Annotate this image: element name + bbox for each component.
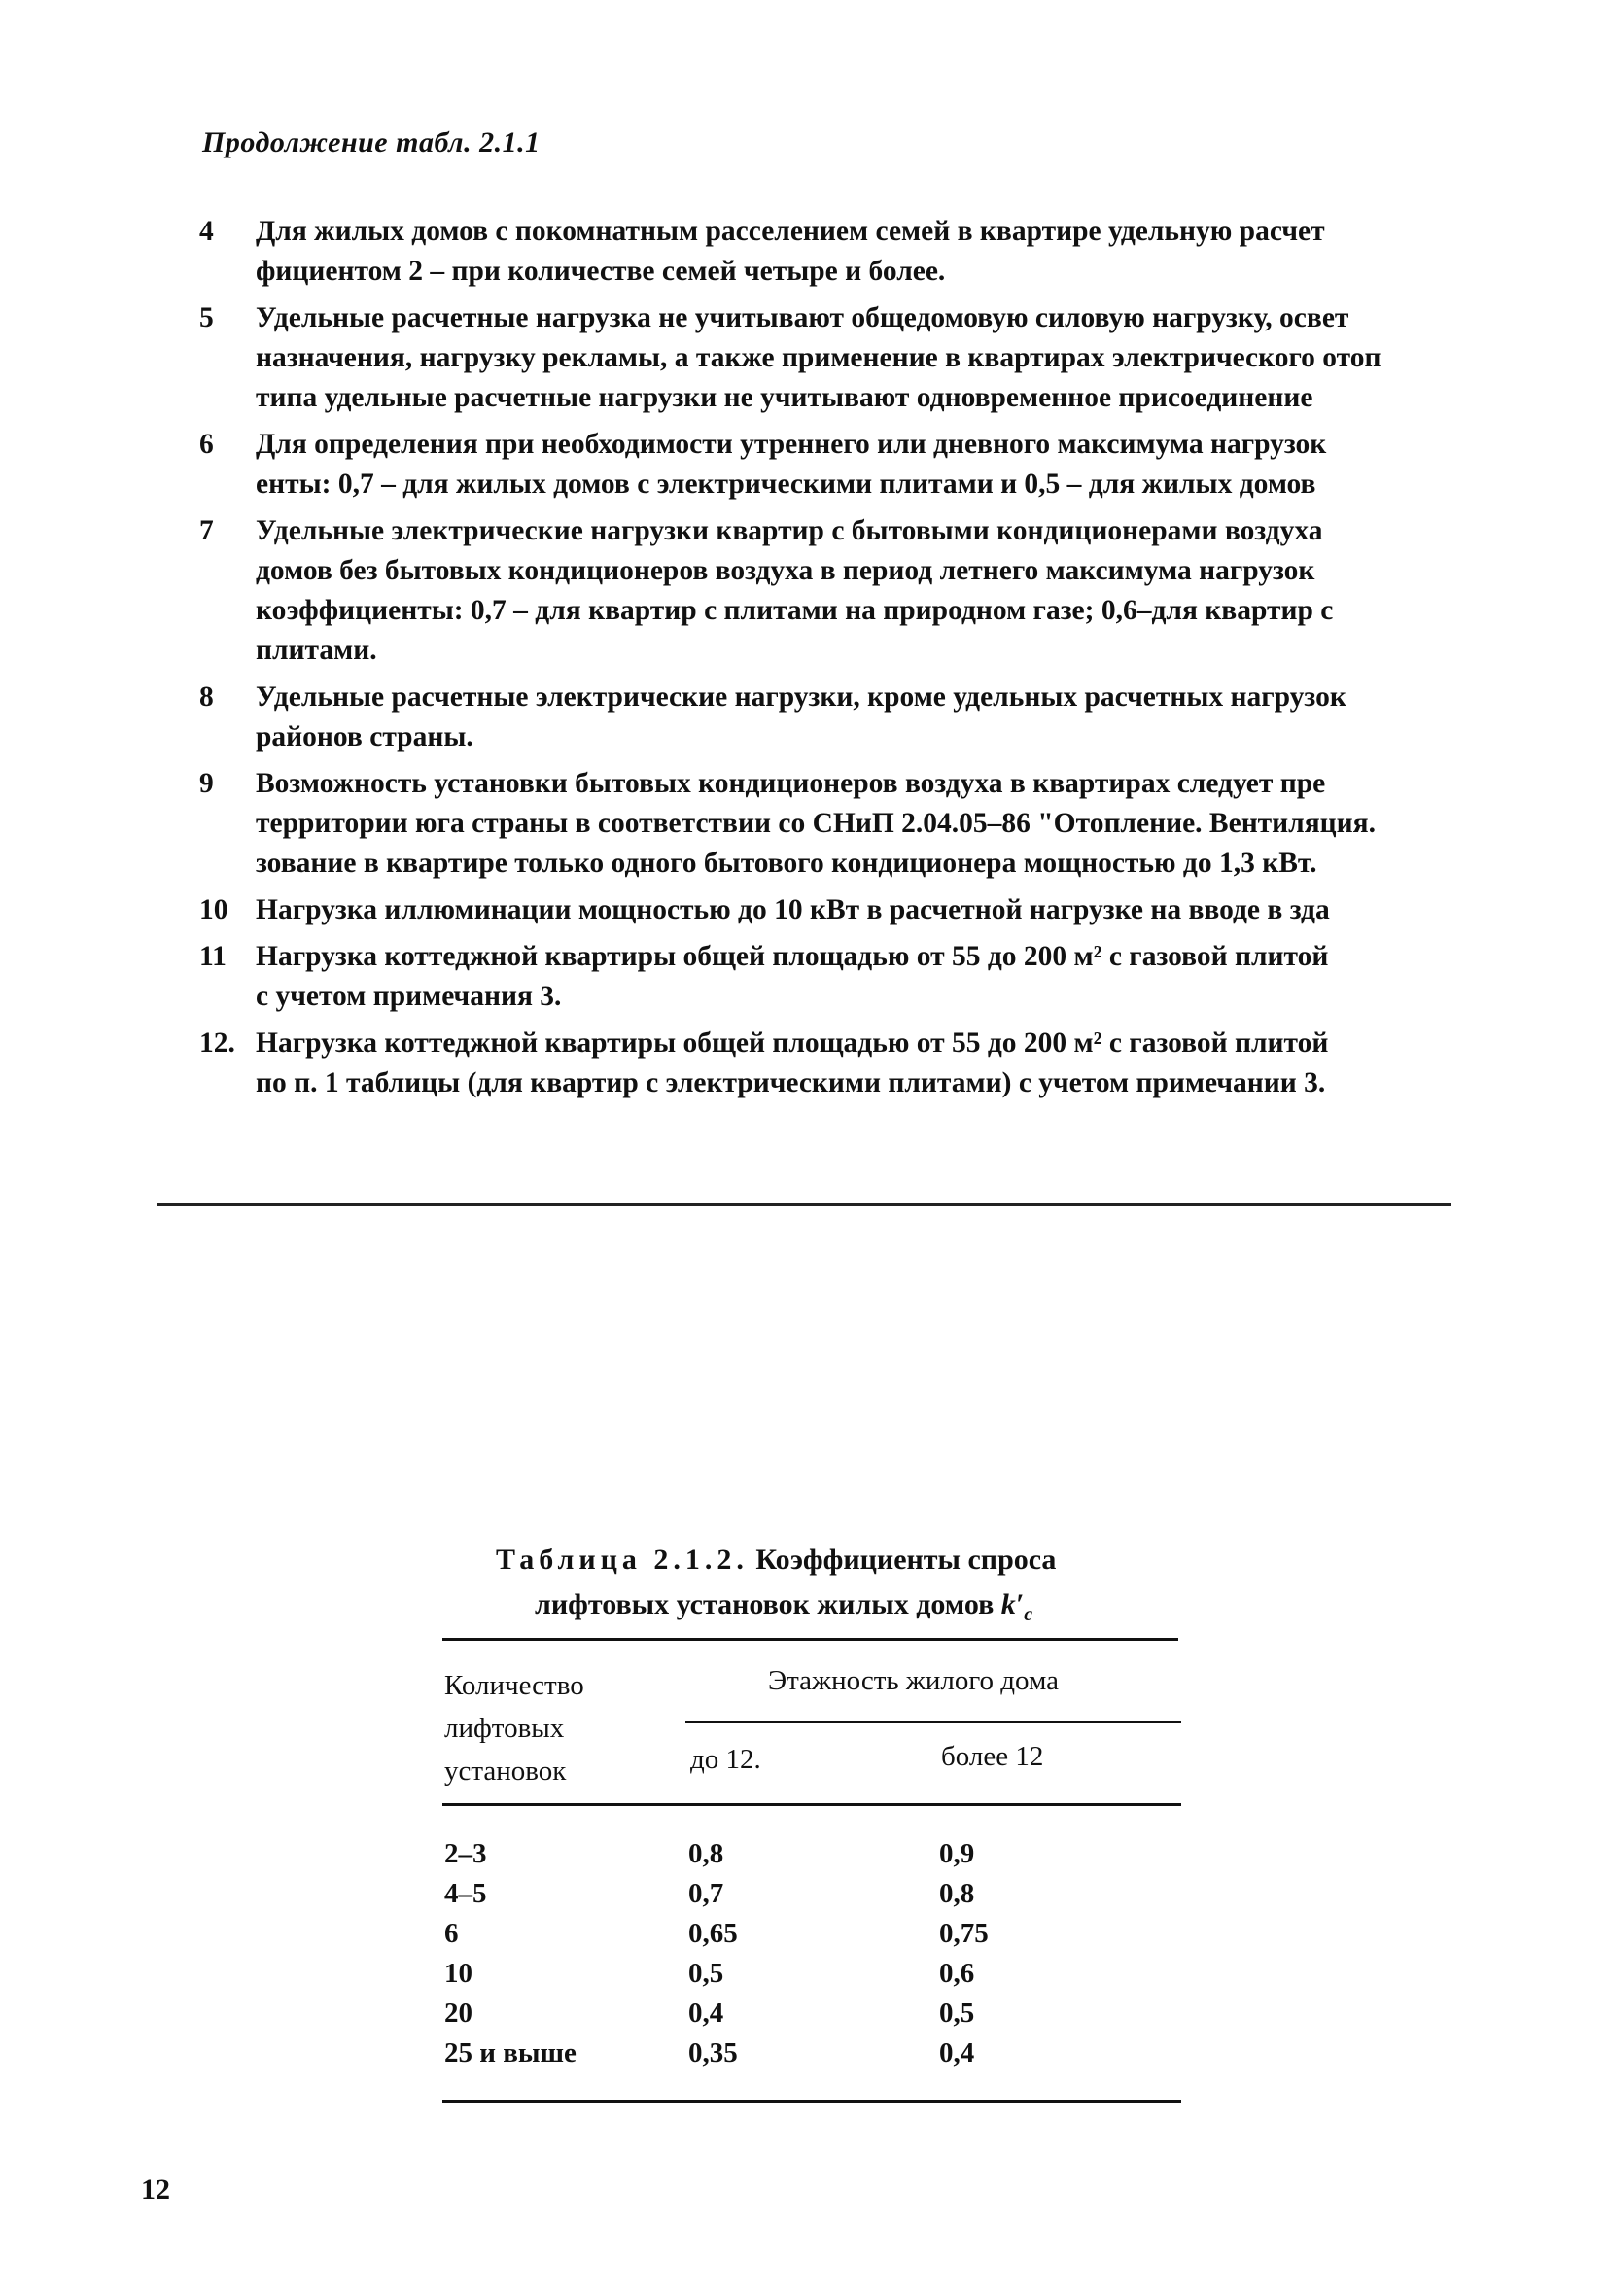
note-text: Нагрузка коттеджной квартиры общей площадью от 55 до 200 м² с газовой плитой по п. 1 таблицы (для квартир с электрическими плитами) с учетом примечании 3. — [256, 1027, 1329, 1098]
table-cell-up-to-12: 0,5 — [688, 1958, 724, 1989]
table-continuation-header: Продолжение табл. 2.1.1 — [202, 126, 541, 158]
note-item — [199, 678, 1483, 757]
table-cell-up-to-12: 0,35 — [688, 2037, 738, 2069]
note-text: Для жилых домов с покомнатным расселением семей в квартире удельную расчет фициентом 2 – при количестве семей четыре и более. — [256, 216, 1325, 287]
note-number: 6 — [199, 429, 214, 460]
column-header-up-to-12: до 12. — [690, 1744, 761, 1775]
table-cell-over-12: 0,8 — [939, 1878, 975, 1909]
section-divider — [157, 1203, 1451, 1206]
table-cell-lifts: 4–5 — [444, 1878, 487, 1909]
note-text: Нагрузка коттеджной квартиры общей площадью от 55 до 200 м² с газовой плитой с учетом примечания 3. — [256, 941, 1329, 1012]
table-cell-lifts: 2–3 — [444, 1838, 487, 1869]
table-cell-up-to-12: 0,65 — [688, 1918, 738, 1949]
note-item — [199, 511, 1483, 671]
note-item — [199, 425, 1483, 504]
table-top-rule — [442, 1638, 1178, 1641]
note-number: 10 — [199, 894, 228, 925]
note-item — [199, 937, 1483, 1017]
table-caption — [496, 1538, 1118, 1637]
note-number: 9 — [199, 768, 214, 799]
table-header-bottom-rule — [442, 1803, 1181, 1806]
note-number: 7 — [199, 515, 214, 546]
table-cell-up-to-12: 0,4 — [688, 1998, 724, 2029]
note-text: Возможность установки бытовых кондиционеров воздуха в квартирах следует пре территории юга страны в соответствии со СНиП 2.04.05–86 "Отопление. Вентиляция. зование в квартире только одного бытового кондиционера мощностью до 1,3 кВт. — [256, 768, 1377, 879]
table-caption-label: Таблица 2.1.2. — [496, 1544, 749, 1576]
note-text: Удельные расчетные электрические нагрузки, кроме удельных расчетных нагрузок районов страны. — [256, 681, 1346, 752]
column-group-header-floors: Этажность жилого дома — [768, 1665, 1060, 1696]
note-item — [199, 212, 1483, 292]
note-text: Удельные электрические нагрузки квартир с бытовыми кондиционерами воздуха домов без бытовых кондиционеров воздуха в период летнего максимума нагрузок коэффициенты: 0,7 – для квартир с плитами на природном газе; 0,6–для квартир с плитами. — [256, 515, 1334, 666]
table-cell-lifts: 6 — [444, 1918, 459, 1949]
note-item — [199, 298, 1483, 418]
page-number: 12 — [141, 2174, 170, 2206]
table-header-group-rule — [685, 1721, 1181, 1723]
note-number: 12. — [199, 1027, 235, 1059]
table-caption-subtitle: лифтовых установок жилых домов — [535, 1588, 995, 1620]
table-cell-over-12: 0,4 — [939, 2037, 975, 2069]
note-item — [199, 890, 1483, 930]
note-text: Удельные расчетные нагрузка не учитывают общедомовую силовую нагрузку, освет назначения, нагрузку рекламы, а также применение в квартирах электрического отоп типа удельные расчетные нагрузки не учитывают одновременное присоединение — [256, 302, 1381, 413]
column-header-lift-count: Количество лифтовых установок — [444, 1670, 584, 1787]
table-caption-line-2 — [496, 1583, 1118, 1637]
column-header-over-12: более 12 — [941, 1741, 1044, 1772]
note-text: Нагрузка иллюминации мощностью до 10 кВт в расчетной нагрузке на вводе в зда — [256, 894, 1330, 925]
table-cell-lifts: 20 — [444, 1998, 472, 2029]
note-number: 8 — [199, 681, 214, 713]
coefficient-symbol: $k'_c$ — [1000, 1588, 1033, 1625]
table-cell-over-12: 0,9 — [939, 1838, 975, 1869]
table-cell-up-to-12: 0,7 — [688, 1878, 724, 1909]
note-number: 5 — [199, 302, 214, 333]
note-item — [199, 1024, 1483, 1103]
table-cell-over-12: 0,75 — [939, 1918, 989, 1949]
note-number: 4 — [199, 216, 214, 247]
table-cell-lifts: 25 и выше — [444, 2037, 577, 2069]
table-cell-over-12: 0,6 — [939, 1958, 975, 1989]
table-cell-up-to-12: 0,8 — [688, 1838, 724, 1869]
table-bottom-rule — [442, 2100, 1181, 2103]
table-cell-lifts: 10 — [444, 1958, 472, 1989]
table-cell-over-12: 0,5 — [939, 1998, 975, 2029]
table-caption-title: Коэффициенты спроса — [755, 1544, 1057, 1576]
note-number: 11 — [199, 941, 227, 972]
notes-list — [199, 212, 1483, 1110]
table-caption-line-1 — [496, 1538, 1118, 1583]
note-item — [199, 764, 1483, 884]
note-text: Для определения при необходимости утреннего или дневного максимума нагрузок енты: 0,7 – для жилых домов с электрическими плитами и 0,5 – для жилых домов — [256, 429, 1327, 500]
